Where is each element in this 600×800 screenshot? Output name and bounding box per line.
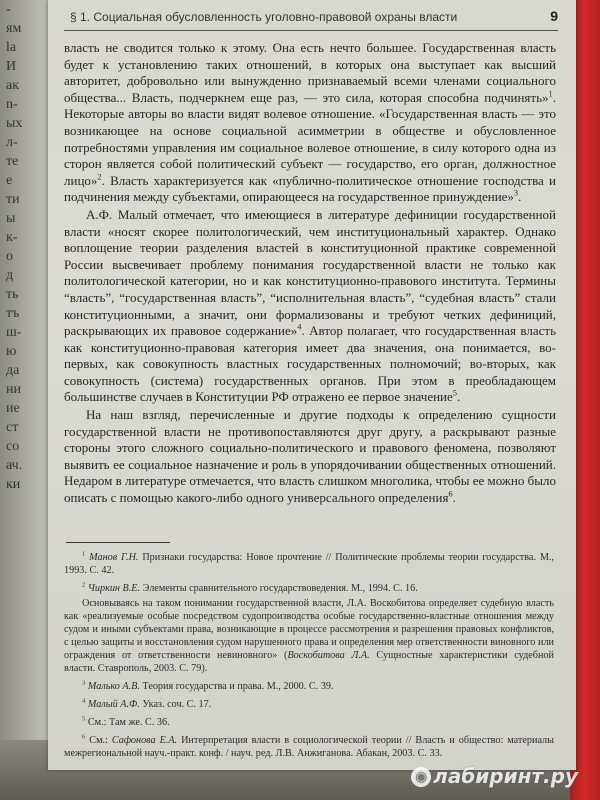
labirint-logo-icon: ◉ (411, 767, 431, 787)
edge-fragment: - (6, 2, 11, 17)
edge-fragment: И (6, 59, 17, 74)
footnotes (64, 551, 554, 765)
footnote-4: $^4$ Малый А.Ф. Указ. соч. С. 17. (82, 697, 212, 710)
running-title: § 1. Социальная обусловленность уголовно-правовой охраны власти (70, 10, 458, 24)
footnote-3: $^3$ Малько А.В. Теория государства и права. М., 2000. С. 39. (82, 679, 334, 692)
edge-fragment: е (6, 173, 13, 188)
edge-fragment: ти (6, 192, 20, 207)
edge-fragment: ст (6, 420, 19, 435)
edge-fragment: ть (6, 287, 19, 302)
footnote-2-continuation: Основываясь на таком понимании государственной власти, Л.А. Воскобитова определяет судебную власть как «реализуемые особые посредством судопроизводства особые государственно-властные отношения между судом и иными субъектами права, возникающие в процессе рассмотрения и разрешения правовых конфликтов, с целью защиты и восстановления судом нарушенного права и определения мер ответственности виновного или ограждения от ответственности невиновного» (Воскобитова Л.А. Сущностные характеристики судебной власти. Ставрополь, 2003. С. 79). (64, 598, 554, 674)
page-number: 9 (550, 8, 558, 24)
footnote-divider (66, 542, 170, 543)
book-page (48, 0, 576, 770)
edge-fragment: ых (6, 116, 23, 131)
paragraph-3: На наш взгляд, перечисленные и другие подходы к определению сущности государственной власти не противопоставляются друг другу, а раскрывают разные стороны этого сложного социально-политического и правового феномена, позволяют выявить ее социальное назначение и роль в упорядочивании общественных отношений. Недаром в литературе отмечается, что власть слишком многолика, чтобы ее можно было описать с помощью какого-либо одного универсального определения$^6$. (64, 407, 556, 506)
paragraph-1: власть не сводится только к этому. Она есть нечто большее. Государственная власть будет к установлению таких отношений, в которых она выступает как высший авторитет, добровольно или вынужденно признаваемый всеми членами социального общества... Власть, подчеркнем еще раз, — это сила, которая способна подчинять»$^1$. Некоторые авторы во власти видят волевое отношение. «Государственная власть — это возникающее на основе социальной асимметрии в обществе и обусловленное потребностями управления им социальное волевое отношение, в силу которого одна из сторон является собой политический субъект — государство, его орган, должностное лицо»$^2$. Власть характеризуется как «публично-политическое отношение господства и подчинения между субъектами, опирающееся на государственное принуждение»$^3$. (64, 40, 556, 205)
labirint-watermark: ◉ лабиринт.ру (411, 764, 578, 788)
edge-fragment: la (6, 40, 17, 55)
paragraph-2: А.Ф. Малый отмечает, что имеющиеся в литературе дефиниции государственной власти «носят скорее политологический, чем институциональный характер. Однако воплощение теории разделения властей в конституционной практике современной России высвечивает проблему понимания государственной власти не только как политологической категории, но и как конституционно-правового института. Термины “власть”, “государственная власть”, “исполнительная власть”, “судебная власть” стали конституционными, а значит, они формализованы и требуют четких дефиниций, раскрывающих их правовое содержание»$^4$. Автор полагает, что государственная власть как конституционно-правовая категория имеет два значения, она понимается, во-первых, как совокупность властных государственных полномочий; во-вторых, как совокупность (система) государственных органов. При этом в преобладающем большинстве случаев в Конституции РФ отражено ее первое значение$^5$. (64, 206, 556, 405)
edge-fragment: те (6, 154, 19, 169)
edge-fragment: ач. (6, 458, 23, 473)
edge-fragment: ки (6, 477, 21, 492)
footnote-5: $^5$ См.: Там же. С. 36. (82, 715, 170, 728)
edge-fragment: ак (6, 78, 20, 93)
edge-fragment: со (6, 439, 20, 454)
edge-fragment: ие (6, 401, 20, 416)
running-header (64, 8, 558, 31)
edge-fragment: л- (6, 135, 18, 150)
edge-fragment: ни (6, 382, 21, 397)
footnote-2: $^2$ Чиркин В.Е. Элементы сравнительного государствоведения. М., 1994. С. 16. (82, 581, 418, 594)
edge-fragment: о (6, 249, 13, 264)
edge-fragment: да (6, 363, 20, 378)
edge-fragment: ш- (6, 325, 22, 340)
footnote-1: $^1$ Манов Г.Н. Признаки государства: Новое прочтение // Политические проблемы теории государства. М., 1993. С. 42. (64, 550, 554, 576)
main-text (64, 40, 556, 507)
edge-fragment: к- (6, 230, 18, 245)
edge-fragment: n- (6, 97, 18, 112)
edge-fragment: ям (6, 21, 22, 36)
edge-fragment: ю (6, 344, 17, 359)
edge-fragment: д (6, 268, 14, 283)
edge-fragment: тъ (6, 306, 20, 321)
previous-page-edge (0, 0, 44, 760)
edge-fragment: ы (6, 211, 16, 226)
footnote-6: $^6$ См.: Сафонова Е.А. Интерпретация власти в социологической теории // Власть и общество: материалы межрегиональной науч.-практ. конф. / науч. ред. Л.В. Анжиганова. Абакан, 2003. С. 33. (64, 733, 554, 759)
